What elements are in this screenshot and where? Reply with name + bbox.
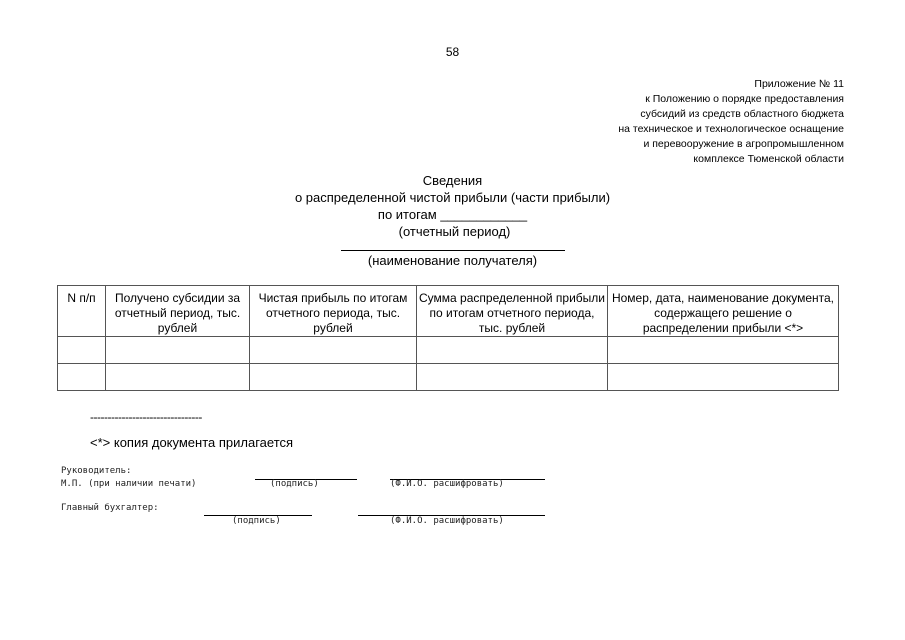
table-row — [58, 364, 839, 391]
head-label: Руководитель: — [61, 466, 132, 476]
column-header: Сумма распределенной прибыли по итогам отчетного периода, тыс. рублей — [417, 286, 608, 337]
table-header-row — [58, 286, 839, 337]
table-cell[interactable] — [417, 364, 608, 391]
appendix-note — [618, 77, 844, 167]
table-cell[interactable] — [608, 337, 839, 364]
name-caption: (Ф.И.О. расшифровать) — [390, 479, 504, 489]
page-number: 58 — [445, 45, 460, 59]
footnote-text: <*> копия документа прилагается — [90, 435, 294, 450]
table-cell[interactable] — [106, 337, 250, 364]
column-header: N п/п — [58, 286, 106, 337]
report-table — [57, 285, 839, 391]
table-cell[interactable] — [58, 337, 106, 364]
signature-caption: (подпись) — [270, 479, 319, 489]
recipient-caption: (наименование получателя) — [367, 253, 538, 268]
period-caption: (отчетный период) — [398, 224, 511, 239]
table-row — [58, 337, 839, 364]
document-title — [0, 172, 905, 240]
appendix-line: на техническое и технологическое оснащение — [618, 123, 844, 135]
title-line: о распределенной чистой прибыли (части прибыли) — [294, 190, 611, 205]
appendix-line: Приложение № 11 — [754, 78, 844, 90]
signature-caption: (подпись) — [232, 516, 281, 526]
title-line: по итогам ____________ — [377, 207, 528, 222]
appendix-line: и перевооружение в агропромышленном — [643, 138, 844, 150]
appendix-line: субсидий из средств областного бюджета — [640, 108, 844, 120]
column-header: Номер, дата, наименование документа, содержащего решение о распределении прибыли <*> — [608, 286, 839, 337]
stamp-label: М.П. (при наличии печати) — [61, 479, 197, 489]
table-cell[interactable] — [106, 364, 250, 391]
table-cell[interactable] — [608, 364, 839, 391]
column-header: Чистая прибыль по итогам отчетного периода, тыс. рублей — [250, 286, 417, 337]
column-header: Получено субсидии за отчетный период, тыс. рублей — [106, 286, 250, 337]
table-cell[interactable] — [250, 364, 417, 391]
appendix-line: к Положению о порядке предоставления — [645, 93, 844, 105]
table-cell[interactable] — [417, 337, 608, 364]
name-caption: (Ф.И.О. расшифровать) — [390, 516, 504, 526]
table-cell[interactable] — [250, 337, 417, 364]
recipient-field-line — [341, 250, 565, 251]
footnote-separator: -------------------------------- — [90, 410, 202, 424]
title-line: Сведения — [422, 173, 483, 188]
appendix-line: комплексе Тюменской области — [693, 153, 844, 165]
accountant-label: Главный бухгалтер: — [61, 503, 159, 513]
table-cell[interactable] — [58, 364, 106, 391]
